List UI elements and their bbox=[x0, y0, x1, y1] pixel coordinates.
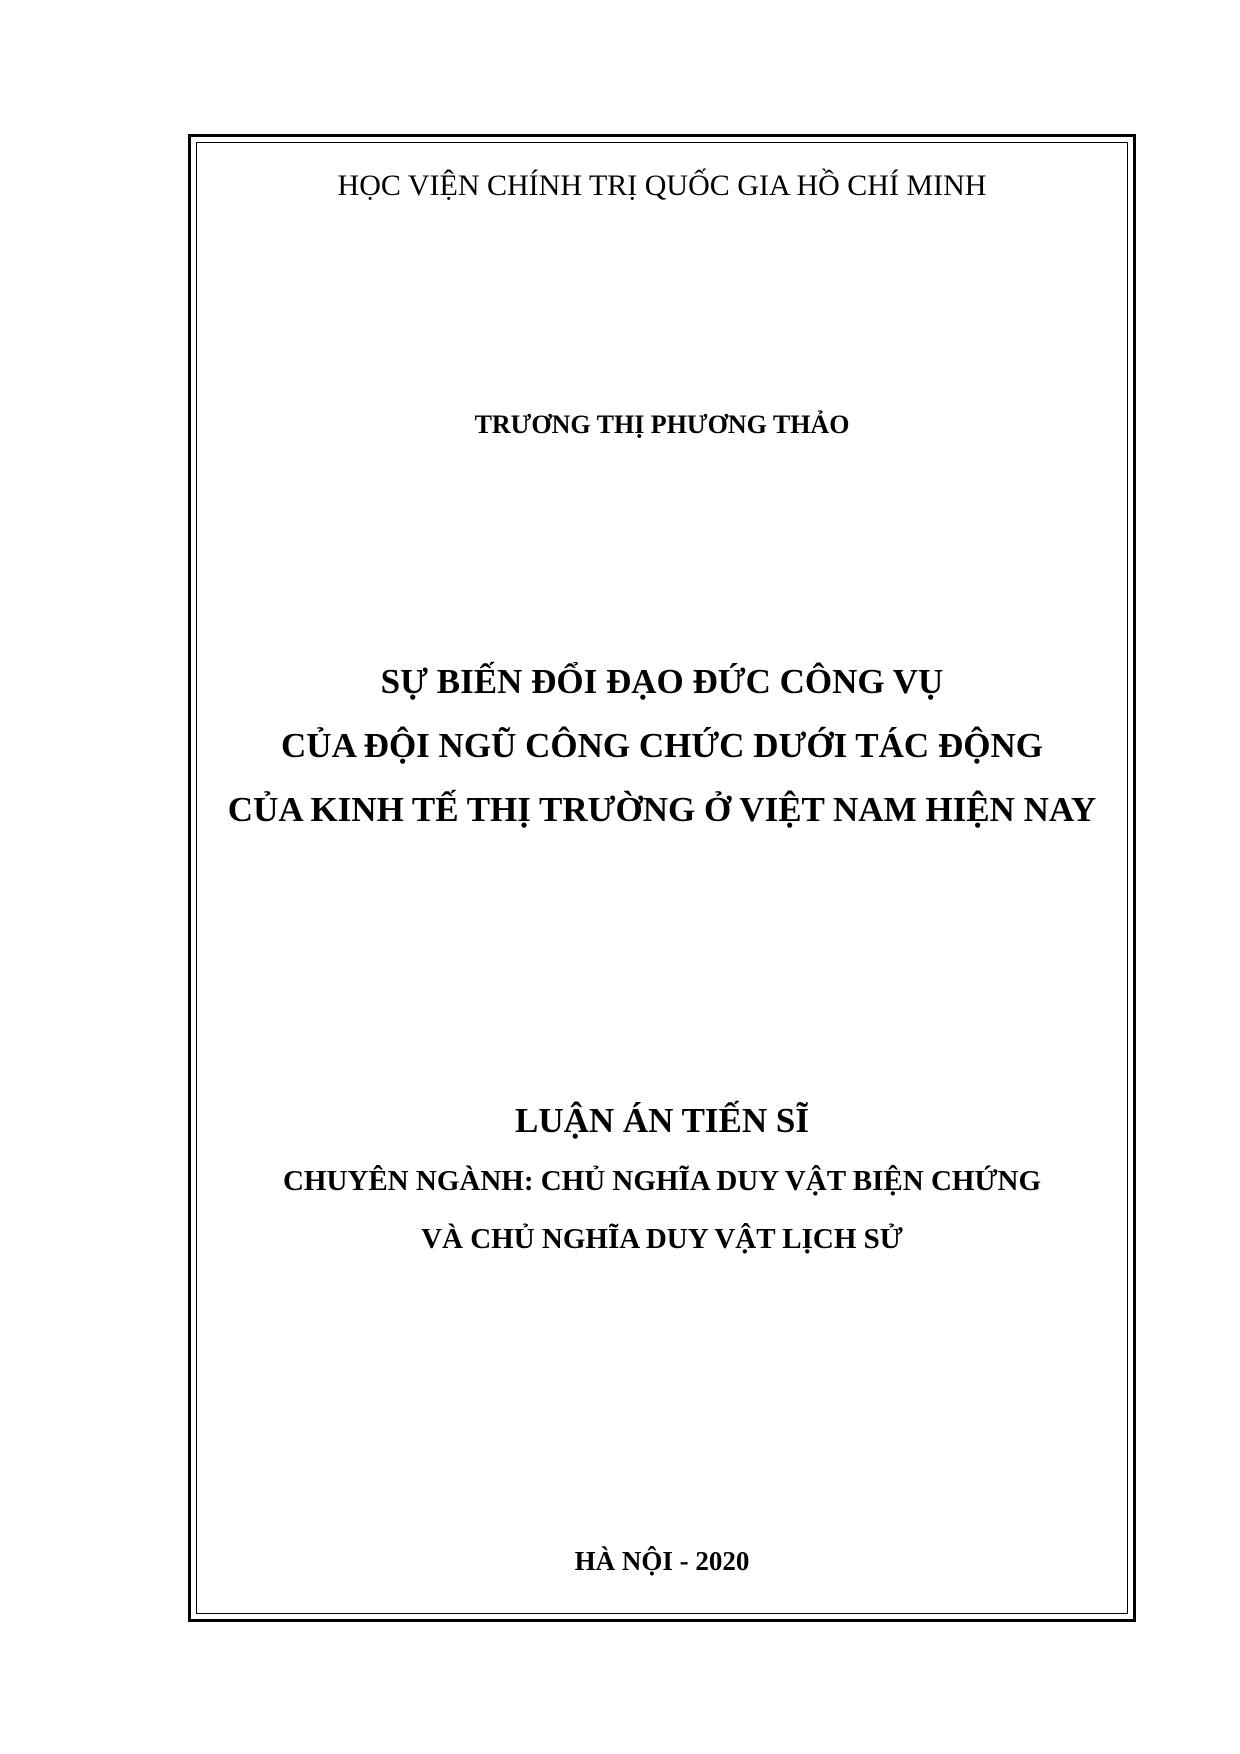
institution-name: HỌC VIỆN CHÍNH TRỊ QUỐC GIA HỒ CHÍ MINH bbox=[337, 169, 987, 202]
degree-type: LUẬN ÁN TIẾN SĨ bbox=[514, 1101, 809, 1140]
thesis-title-line-1: SỰ BIẾN ĐỔI ĐẠO ĐỨC CÔNG VỤ bbox=[380, 662, 944, 701]
specialization-line-1: CHUYÊN NGÀNH: CHỦ NGHĨA DUY VẬT BIỆN CHỨNG bbox=[282, 1165, 1042, 1197]
thesis-title-line-2: CỦA ĐỘI NGŨ CÔNG CHỨC DƯỚI TÁC ĐỘNG bbox=[281, 726, 1043, 765]
place-and-year: HÀ NỘI - 2020 bbox=[574, 1546, 750, 1576]
page-border-inner bbox=[196, 142, 1128, 1614]
author-name: TRƯƠNG THỊ PHƯƠNG THẢO bbox=[474, 410, 850, 439]
thesis-title-line-3: CỦA KINH TẾ THỊ TRƯỜNG Ở VIỆT NAM HIỆN NAY bbox=[227, 790, 1097, 829]
specialization-line-2: VÀ CHỦ NGHĨA DUY VẬT LỊCH SỬ bbox=[421, 1223, 903, 1255]
